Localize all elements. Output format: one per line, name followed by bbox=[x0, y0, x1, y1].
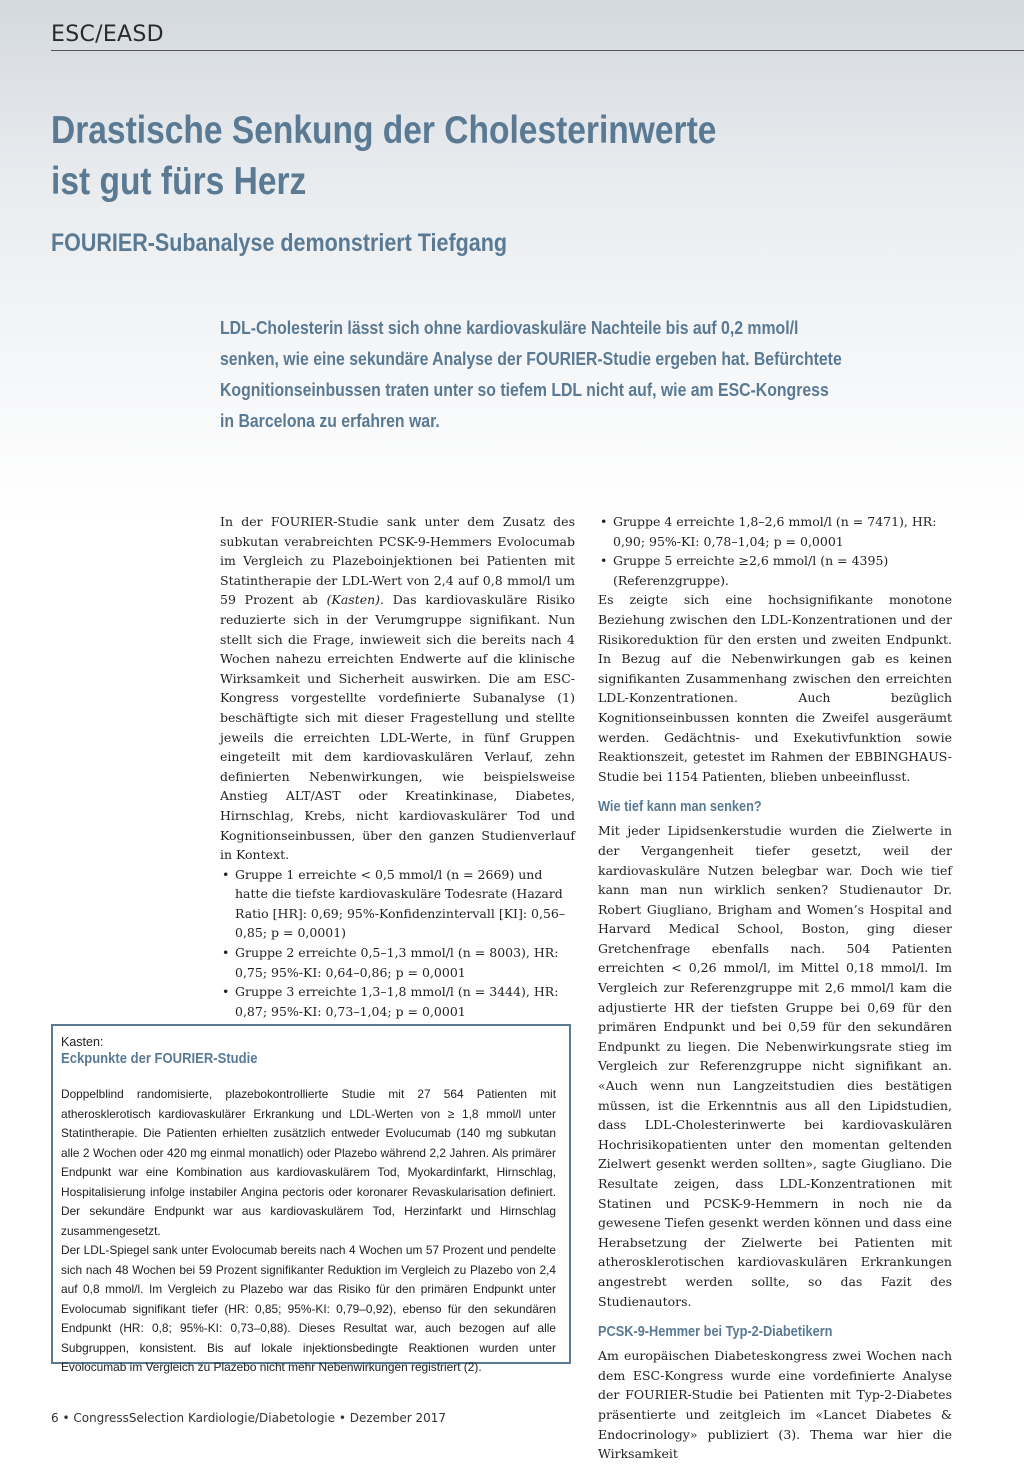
box-label: Kasten: bbox=[61, 1035, 104, 1049]
group-list-left bbox=[220, 865, 575, 1022]
box-title: Eckpunkte der FOURIER-Studie bbox=[61, 1051, 258, 1067]
right-column bbox=[598, 512, 952, 1464]
list-item: • Gruppe 2 erreichte 0,5–1,3 mmol/l (n = 8003), HR: 0,75; 95%-KI: 0,64–0,86; p = 0,0001 bbox=[220, 943, 575, 982]
group-list-right bbox=[598, 512, 952, 590]
title-line-2: ist gut fürs Herz bbox=[51, 160, 307, 203]
box-paragraph: Der LDL-Spiegel sank unter Evolocumab bereits nach 4 Wochen um 57 Prozent und pendelte sich nach 48 Wochen bei 59 Prozent signifikanter Reduktion im Vergleich zu Plazebo von 2,4 auf 0,8 mmol/l. Im Vergleich zu Plazebo war das Risiko für den primären Endpunkt unter Evolocumab signifikant tiefer (HR: 0,85; 95%-KI: 0,79–0,92), ebenso für den sekundären Endpunkt (HR: 0,8; 95%-KI: 0,73–0,88). Dieses Resultat war, auch bezogen auf alle Subgruppen, konsistent. Bis auf lokale injektionsbedingte Reaktionen wurden unter Evolocumab im Vergleich zu Plazebo nicht mehr Nebenwirkungen registriert (2). bbox=[61, 1243, 556, 1374]
results-paragraph: Es zeigte sich eine hochsignifikante monotone Beziehung zwischen den LDL-Konzentrationen und der Risikoreduktion für den ersten und zweiten Endpunkt. In Bezug auf die Nebenwirkungen gab es keinen signifikanten Zusammenhang zwischen den erreichten LDL-Konzentrationen. Auch bezüglich Kognitionseinbussen konnten die Zweifel ausgeräumt werden. Gedächtnis- und Exekutivfunktion sowie Reaktionszeit, getestet im Rahmen der EBBINGHAUS-Studie bei 1154 Patienten, blieben unbeeinflusst. bbox=[598, 592, 952, 784]
diabetes-paragraph: Am europäischen Diabeteskongress zwei Wochen nach dem ESC-Kongress wurde eine vordefinierte Analyse der FOURIER-Studie bei Patienten mit Typ-2-Diabetes präsentierte und zeitgleich im «Lancet Diabetes & Endocrinology» publiziert (3). Thema war hier die Wirksamkeit bbox=[598, 1348, 952, 1462]
article-title bbox=[51, 105, 825, 207]
title-line-1: Drastische Senkung der Cholesterinwerte bbox=[51, 109, 717, 152]
intro-paragraph bbox=[220, 512, 575, 865]
box-paragraph: Doppelblind randomisierte, plazebokontrollierte Studie mit 27 564 Patienten mit atherosklerotisch kardiovaskulärer Erkrankung und LDL-Werten von ≥ 1,8 mmol/l unter Statintherapie. Die Patienten erhielten zusätzlich entweder Evolucumab (140 mg subkutan alle 2 Wochen oder 420 mg einmal monatlich) oder Plazebo während 2,2 Jahren. Als primärer Endpunkt war eine Kombination aus kardiovaskulärem Tod, Myokardinfarkt, Hirnschlag, Hospitalisierung infolge instabiler Angina pectoris oder koronarer Revaskularisation definiert. Der sekundäre Endpunkt war aus kardiovaskulärem Tod, Herzinfarkt und Hirnschlag zusammengesetzt. bbox=[61, 1087, 556, 1238]
header-background bbox=[0, 0, 1024, 520]
how-low-paragraph: Mit jeder Lipidsenkerstudie wurden die Zielwerte in der Vergangenheit tiefer gesetzt, weil der kardiovaskuläre Nutzen belegbar war. Doch wie tief kann man nun wirklich senken? Studienautor Dr. Robert Giugliano, Brigham and Women’s Hospital and Harvard Medical School, Boston, ging dieser Gretchenfrage ebenfalls nach. 504 Patienten erreichten < 0,26 mmol/l, im Mittel 0,18 mmol/l. Im Vergleich zur Referenzgruppe mit 2,6 mmol/l kam die adjustierte HR der tiefsten Gruppe bei 0,69 für den primären Endpunkt und bei 0,59 für den sekundären Endpunkt zu liegen. Die Nebenwirkungsrate stieg im Vergleich zur Referenzgruppe nicht signifikant an. «Auch wenn nun Langzeitstudien dies bestätigen müssen, ist die Erkenntnis aus all den Lipidstudien, dass LDL-Cholesterinwerte bei kardiovaskulären Hochrisikopatienten unter den momentan geltenden Zielwert gesenkt werden sollten», sagte Giugliano. Die Resultate zeigen, dass LDL-Konzentrationen mit Statinen und PCSK-9-Hemmern in noch nie da gewesene Tiefen gesenkt werden können und dass eine Herabsetzung der Zielwerte bei Patienten mit atherosklerotischen kardiovaskulären Erkrankungen angestrebt werden sollte, so das Fazit des Studienautors. bbox=[598, 823, 952, 1309]
box-reference: (Kasten) bbox=[326, 592, 381, 608]
section-heading: PCSK-9-Hemmer bei Typ-2-Diabetikern bbox=[598, 1324, 833, 1341]
header-rule bbox=[51, 50, 1024, 51]
section-heading: Wie tief kann man senken? bbox=[598, 799, 762, 816]
lead-line-2: senken, wie eine sekundäre Analyse der FOURIER-Studie ergeben hat. Befürchtete bbox=[220, 348, 842, 369]
section-label: ESC/EASD bbox=[51, 22, 164, 47]
intro-text-b: . Das kardiovaskuläre Risiko reduzierte sich in der Verumgruppe signifikant. Nun stellt sich die Frage, inwieweit sich die bereits nach 4 Wochen nahezu erreichten Endwerte auf die klinische Wirksamkeit und Sicherheit auswirken. Die am ESC-Kongress vorgestellte vordefinierte Subanalyse (1) beschäftigte sich mit dieser Fragestellung und stellte jeweils die erreichten LDL-Werte, in fünf Gruppen eingeteilt mit dem kardiovaskulären Verlauf, zehn definierten Nebenwirkungen, wie beispielsweise Anstieg ALT/AST oder Kreatinkinase, Diabetes, Hirnschlag, Krebs, nicht kardiovaskulärer Tod und Kognitionseinbussen, über den ganzen Studienverlauf in Kontext. bbox=[220, 592, 576, 863]
list-item: • Gruppe 5 erreichte ≥2,6 mmol/l (n = 4395) (Referenzgruppe). bbox=[598, 551, 952, 590]
info-box bbox=[51, 1024, 571, 1374]
lead-line-1: LDL-Cholesterin lässt sich ohne kardiovaskuläre Nachteile bis auf 0,2 mmol/l bbox=[220, 317, 799, 338]
lead-line-3: Kognitionseinbussen traten unter so tiefem LDL nicht auf, wie am ESC-Kongress bbox=[220, 379, 829, 400]
article-lead bbox=[220, 312, 853, 436]
lead-line-4: in Barcelona zu erfahren war. bbox=[220, 410, 440, 431]
list-item: • Gruppe 1 erreichte < 0,5 mmol/l (n = 2669) und hatte die tiefste kardiovaskuläre Todesrate (Hazard Ratio [HR]: 0,69; 95%-Konfidenzintervall [KI]: 0,56–0,85; p = 0,0001) bbox=[220, 865, 575, 943]
intro-text-a: In der FOURIER-Studie sank unter dem Zusatz des subkutan verabreichten PCSK-9-Hemmers Evolocumab im Vergleich zu Plazeboinjektionen bei Patienten mit Statintherapie der LDL-Wert von 2,4 auf 0,8 mmol/l um 59 Prozent ab bbox=[220, 514, 575, 608]
left-column bbox=[220, 512, 575, 1021]
list-item: • Gruppe 3 erreichte 1,3–1,8 mmol/l (n = 3444), HR: 0,87; 95%-KI: 0,73–1,04; p = 0,0001 bbox=[220, 982, 575, 1021]
page-footer: 6 • CongressSelection Kardiologie/Diabetologie • Dezember 2017 bbox=[51, 1411, 447, 1425]
article-subtitle: FOURIER-Subanalyse demonstriert Tiefgang bbox=[51, 229, 507, 257]
list-item: • Gruppe 4 erreichte 1,8–2,6 mmol/l (n = 7471), HR: 0,90; 95%-KI: 0,78–1,04; p = 0,0001 bbox=[598, 512, 952, 551]
